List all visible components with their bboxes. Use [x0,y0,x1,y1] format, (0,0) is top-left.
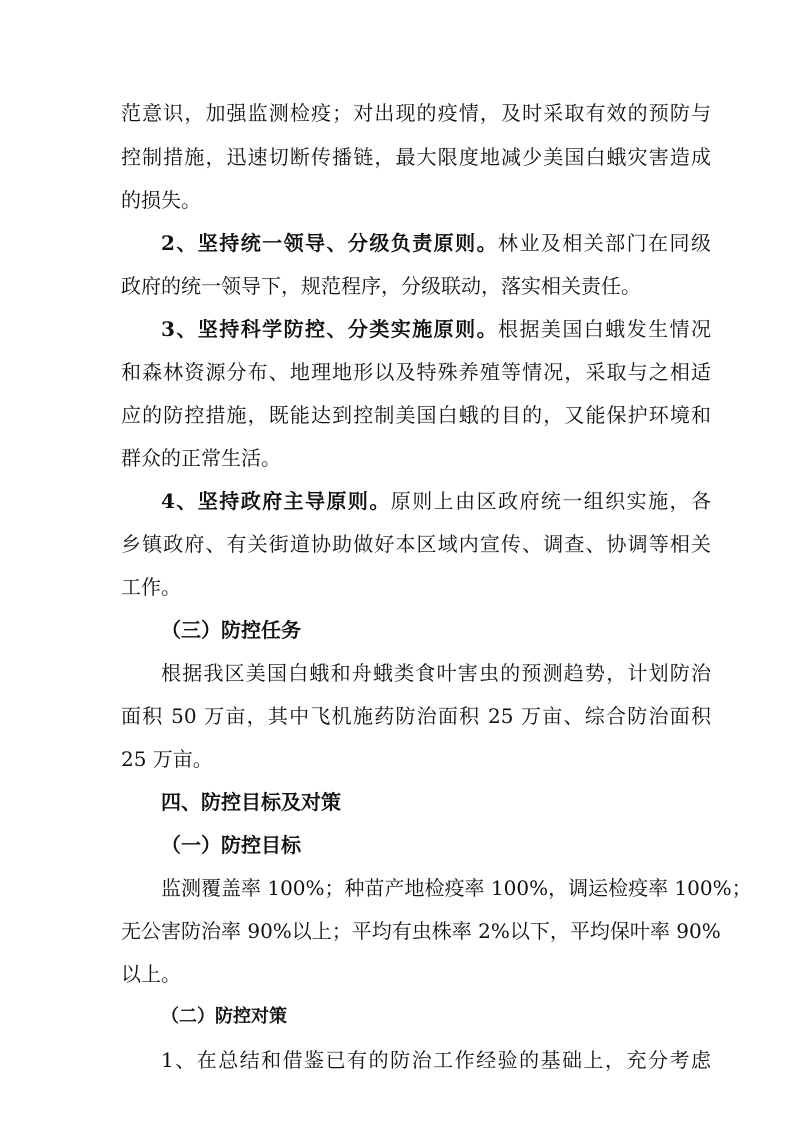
text-line: 1、在总结和借鉴已有的防治工作经验的基础上，充分考虑 [161,1048,711,1072]
paragraph-first-line [161,230,711,256]
text-run: 原则上由区政府统一组织实施，各 [390,489,712,513]
text-line: 工作。 [121,575,181,599]
section-heading: （二）防控对策 [161,1006,287,1027]
text-run: 根据美国白蛾发生情况 [498,317,712,341]
text-line: 群众的正常生活。 [121,446,281,470]
text-line: 无公害防治率 90%以上；平均有虫株率 2%以下，平均保叶率 90% [121,919,721,943]
text-line: 和森林资源分布、地理地形以及特殊养殖等情况，采取与之相适 [121,360,711,384]
text-line: 乡镇政府、有关街道协助做好本区域内宣传、调查、协调等相关 [121,532,711,556]
text-line: 以上。 [121,962,181,986]
text-line: 的损失。 [121,188,201,212]
principle-heading: 4、坚持政府主导原则。 [161,489,391,513]
principle-heading: 2、坚持统一领导、分级负责原则。 [161,231,499,255]
text-line: 控制措施，迅速切断传播链，最大限度地减少美国白蛾灾害造成 [121,145,711,169]
text-line: 面积 50 万亩，其中飞机施药防治面积 25 万亩、综合防治面积 [121,704,711,728]
text-line: 政府的统一领导下，规范程序，分级联动，落实相关责任。 [121,274,641,298]
text-line: 范意识，加强监测检疫；对出现的疫情，及时采取有效的预防与 [121,101,711,125]
paragraph-first-line [161,488,711,514]
text-line: 监测覆盖率 100%；种苗产地检疫率 100%，调运检疫率 100%； [161,876,752,900]
principle-heading: 3、坚持科学防控、分类实施原则。 [161,317,499,341]
text-line: 根据我区美国白蛾和舟蛾类食叶害虫的预测趋势，计划防治 [161,661,711,685]
section-heading: （三）防控任务 [161,618,301,642]
text-line: 25 万亩。 [121,747,213,771]
paragraph-first-line [161,316,711,342]
text-run: 林业及相关部门在同级 [498,231,712,255]
text-line: 应的防控措施，既能达到控制美国白蛾的目的，又能保护环境和 [121,403,711,427]
chapter-heading: 四、防控目标及对策 [161,790,341,814]
section-heading: （一）防控目标 [161,833,301,857]
